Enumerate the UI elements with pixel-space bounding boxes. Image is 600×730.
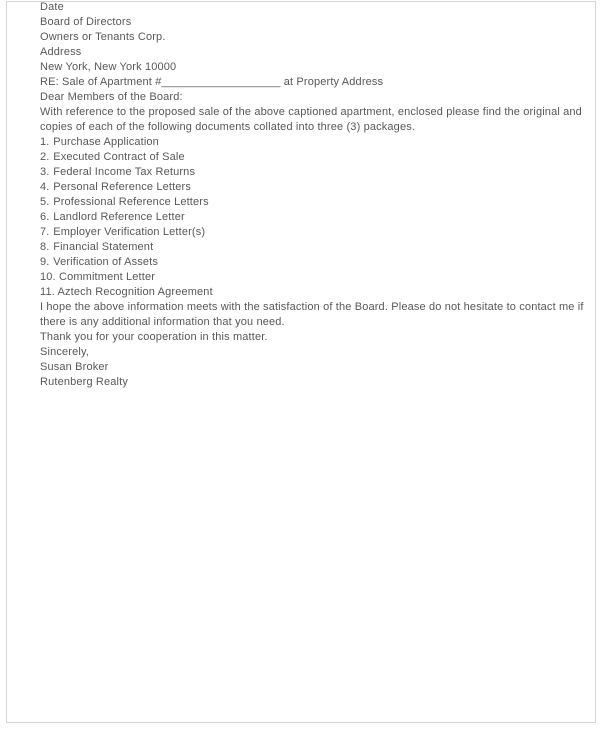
list-item-label: Verification of Assets [53,256,159,268]
list-item-label: Purchase Application [53,136,159,148]
list-item [40,180,572,195]
date-placeholder: Date [40,1,64,13]
letter-body [40,0,584,390]
list-item-label: Financial Statement [53,241,154,253]
list-item [40,195,572,210]
list-item [40,285,572,300]
document-list [40,135,572,300]
list-item-number: 8. [40,241,50,253]
list-item-number: 1. [40,136,50,148]
list-item-label: Federal Income Tax Returns [53,166,196,178]
list-item [40,135,572,150]
signer-company: Rutenberg Realty [40,376,129,388]
closing-paragraph [40,300,584,330]
thanks-line: Thank you for your cooperation in this matter. [40,331,268,343]
list-item [40,165,572,180]
recipient-line: Board of Directors [40,16,132,28]
list-item-number: 11. [40,286,55,298]
list-item-label: Aztech Recognition Agreement [57,286,213,298]
list-item-number: 10. [40,271,56,283]
closing-paragraph-line: there is any additional information that you need. [40,316,285,328]
intro-paragraph-line: copies of each of the following documents collated into three (3) packages. [40,121,416,133]
list-item-label: Landlord Reference Letter [53,211,185,223]
list-item [40,270,572,285]
list-item [40,255,572,270]
list-item-number: 4. [40,181,50,193]
list-item-label: Personal Reference Letters [53,181,192,193]
list-item-number: 7. [40,226,50,238]
list-item-number: 5. [40,196,50,208]
list-item-label: Professional Reference Letters [53,196,209,208]
list-item [40,240,572,255]
list-item-label: Employer Verification Letter(s) [53,226,206,238]
list-item-label: Commitment Letter [58,271,156,283]
recipient-line: New York, New York 10000 [40,61,177,73]
signer-name: Susan Broker [40,361,109,373]
intro-paragraph [40,105,582,135]
recipient-line: Owners or Tenants Corp. [40,31,166,43]
list-item [40,150,572,165]
list-item-number: 6. [40,211,50,223]
sign-off: Sincerely, [40,346,89,358]
recipient-line: Address [40,46,82,58]
list-item-label: Executed Contract of Sale [53,151,185,163]
intro-paragraph-line: With reference to the proposed sale of the above captioned apartment, enclosed please find the original and [40,106,582,118]
list-item [40,210,572,225]
closing-paragraph-line: I hope the above information meets with the satisfaction of the Board. Please do not hesitate to contact me if [40,301,584,313]
list-item-number: 3. [40,166,50,178]
signature-block [40,360,572,390]
salutation: Dear Members of the Board: [40,91,183,103]
subject-line: RE: Sale of Apartment #___________________ at Property Address [40,76,384,88]
list-item [40,225,572,240]
list-item-number: 9. [40,256,50,268]
list-item-number: 2. [40,151,50,163]
recipient-address-block [40,15,572,75]
